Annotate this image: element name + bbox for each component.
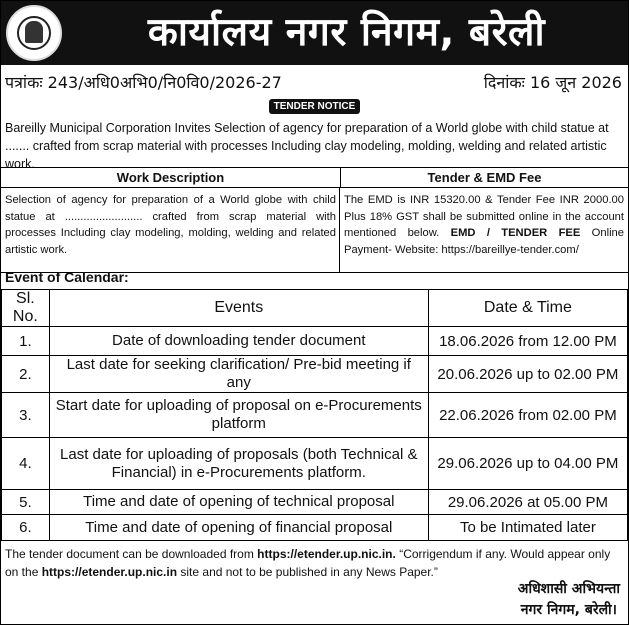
tender-fee-text: The EMD is INR 15320.00 & Tender Fee INR 2000.00 Plus 18% GST shall be submitted online in the account mentioned below. EMD / TENDER FEE Online Payment- Website: https://bareillye-tender.com/ <box>344 194 624 256</box>
table-row: 1. Date of downloading tender document 18.06.2026 from 12.00 PM <box>2 327 628 356</box>
header-banner <box>1 1 628 65</box>
signature-block <box>518 579 620 621</box>
header-sl-no: Sl. No. <box>2 290 50 327</box>
reference-line <box>5 71 622 91</box>
municipal-emblem-icon <box>6 5 62 61</box>
intro-paragraph: Bareilly Municipal Corporation Invites Selection of agency for preparation of a World globe with child statue at ....... crafted from scrap material with processes Including clay modeling, molding, welding and related artistic work. <box>5 121 609 171</box>
work-description-heading: Work Description <box>1 168 341 187</box>
header-events: Events <box>49 290 428 327</box>
table-row: 5. Time and date of opening of technical proposal 29.06.2026 at 05.00 PM <box>2 490 628 515</box>
letter-date: दिनांकः 16 जून 2026 <box>483 73 622 92</box>
table-row: 4. Last date for uploading of proposals (both Technical & Financial) in e-Procurements platform. 29.06.2026 up to 04.00 PM <box>2 438 628 490</box>
letter-number: पत्रांकः 243/अधि0अभि0/नि0वि0/2026-27 <box>5 73 282 92</box>
work-fee-table <box>1 167 628 273</box>
signatory-office: नगर निगम, बरेली। <box>520 602 617 618</box>
table-row: 2. Last date for seeking clarification/ Pre-bid meeting if any 20.06.2026 up to 02.00 PM <box>2 356 628 393</box>
work-description-text: Selection of agency for preparation of a World globe with child statue at ......................... crafted from scrap material with processes Including clay modeling, molding, welding and related artistic work. <box>1 188 340 272</box>
header-date-time: Date & Time <box>428 290 627 327</box>
tender-fee-heading: Tender & EMD Fee <box>427 170 542 185</box>
table-row: 6. Time and date of opening of financial proposal To be Intimated later <box>2 515 628 541</box>
calendar-title: Event of Calendar: <box>5 269 129 285</box>
office-title: कार्यालय नगर निगम, बरेली <box>147 10 546 55</box>
table-row: 3. Start date for uploading of proposal on e-Procurements platform 22.06.2026 from 02.00 PM <box>2 393 628 438</box>
etender-link[interactable]: https://etender.up.nic.in. <box>257 547 396 561</box>
events-table <box>1 289 628 541</box>
signatory-designation: अधिशासी अभियन्ता <box>517 581 620 597</box>
footer-note: The tender document can be downloaded from https://etender.up.nic.in. “Corrigendum if any. Would appear only on the https://etender.up.nic.in site and not to be published in any News Paper.” <box>5 547 611 579</box>
etender-link-2[interactable]: https://etender.up.nic.in <box>41 565 178 579</box>
tender-notice-badge: TENDER NOTICE <box>269 99 361 114</box>
